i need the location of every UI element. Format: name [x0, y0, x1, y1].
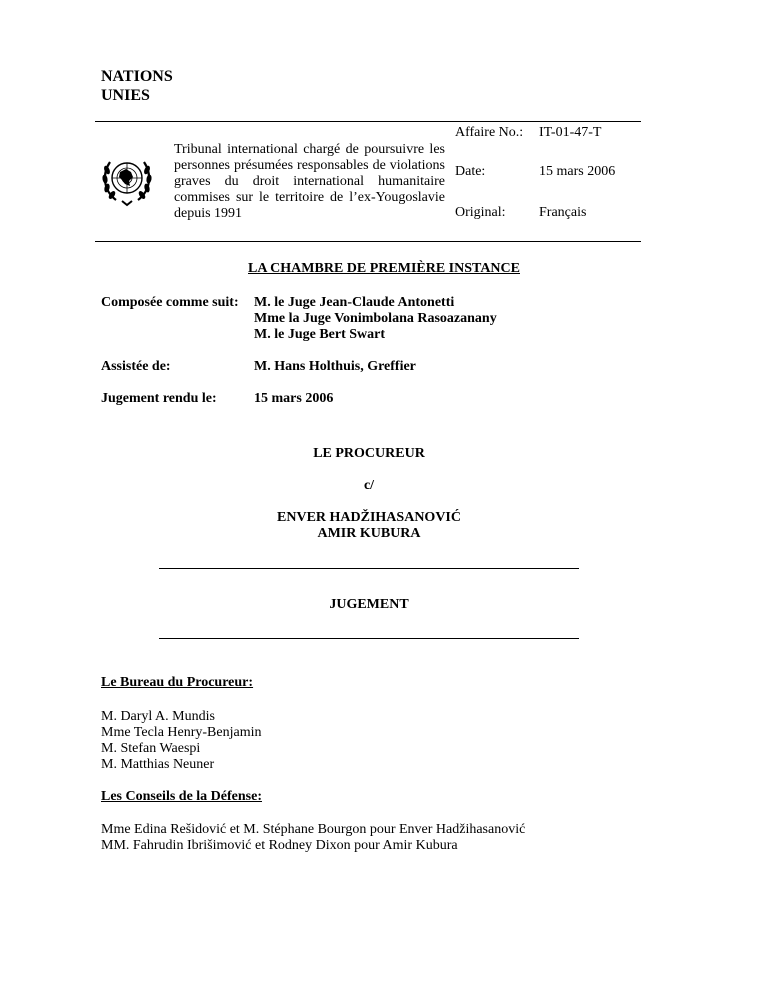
original-language-label: Original:: [455, 205, 506, 220]
original-language-value: Français: [539, 205, 587, 220]
defense-member: MM. Fahrudin Ibrišimović et Rodney Dixon pour Amir Kubura: [101, 838, 458, 853]
prosecution-heading: Le Bureau du Procureur:: [101, 675, 254, 690]
judge-name: M. le Juge Jean-Claude Antonetti: [254, 295, 455, 310]
org-line-1: NATIONS: [101, 68, 173, 85]
accused-name: AMIR KUBURA: [317, 526, 421, 541]
prosecutor-title: LE PROCUREUR: [313, 446, 425, 461]
judgment-date-label: Jugement rendu le:: [101, 391, 217, 406]
chamber-title: LA CHAMBRE DE PREMIÈRE INSTANCE: [248, 261, 520, 276]
versus-label: c/: [363, 478, 375, 493]
tribunal-description: Tribunal international chargé de poursuivre les personnes présumées responsables de violations graves du droit international humanitaire commises sur le territoire de l’ex-Yougoslavie depuis 1991: [174, 142, 445, 221]
registrar-value: M. Hans Holthuis, Greffier: [254, 359, 416, 374]
judges-list: [254, 295, 497, 343]
organization-name: [101, 67, 173, 105]
date-value: 15 mars 2006: [539, 164, 616, 179]
un-emblem-icon: [100, 150, 154, 208]
judge-name: M. le Juge Bert Swart: [254, 327, 386, 342]
judgment-date-value: 15 mars 2006: [254, 391, 334, 406]
composition-label: Composée comme suit:: [101, 295, 239, 310]
prosecution-member: M. Daryl A. Mundis: [101, 709, 215, 724]
judge-name: Mme la Juge Vonimbolana Rasoazanany: [254, 311, 497, 326]
date-label: Date:: [455, 164, 486, 179]
defense-heading: Les Conseils de la Défense:: [101, 789, 262, 804]
org-line-2: UNIES: [101, 87, 150, 104]
defense-members: [101, 822, 525, 854]
header-bottom-rule: [95, 241, 641, 242]
title-top-rule: [159, 568, 579, 569]
title-bottom-rule: [159, 638, 579, 639]
accused-name: ENVER HADŽIHASANOVIĆ: [277, 510, 461, 525]
defense-member: Mme Edina Rešidović et M. Stéphane Bourgon pour Enver Hadžihasanović: [101, 822, 526, 837]
prosecution-members: [101, 709, 262, 773]
case-number-label: Affaire No.:: [455, 125, 524, 140]
top-rule: [95, 121, 641, 122]
accused-list: [0, 510, 738, 542]
assisted-label: Assistée de:: [101, 359, 171, 374]
prosecution-member: M. Stefan Waespi: [101, 741, 201, 756]
prosecution-member: Mme Tecla Henry-Benjamin: [101, 725, 262, 740]
document-title: JUGEMENT: [329, 597, 409, 612]
prosecution-member: M. Matthias Neuner: [101, 757, 215, 772]
case-number-value: IT-01-47-T: [539, 125, 602, 140]
